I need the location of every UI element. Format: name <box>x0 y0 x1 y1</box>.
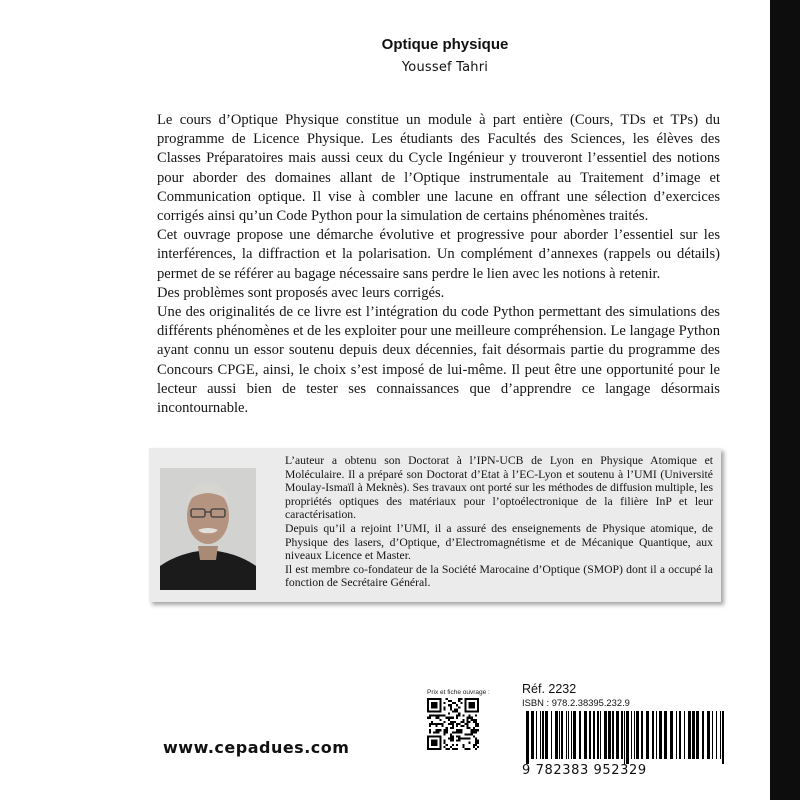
reference-number: Réf. 2232 <box>522 682 577 696</box>
author-bio-box <box>149 448 721 602</box>
publisher-website[interactable]: www.cepadues.com <box>163 738 350 757</box>
summary-paragraph: Une des originalités de ce livre est l’intégration du code Python permettant des simulations des différents phénomènes et de les exploiter pour une meilleure compréhension. Le langage Python ayant connu un essor soutenu depuis deux décennies, fait désormais partie du programme des Concours CPGE, ainsi, le choix s’est imposé de lui-même. Il peut être une opportunité pour le lecteur aussi bien de tester ses connaissances que d’apprendre ce langage désormais incontournable. <box>157 304 720 417</box>
book-spine-edge <box>770 0 800 800</box>
bio-paragraph: Il est membre co-fondateur de la Société Marocaine d’Optique (SMOP) dont il a occupé la fonction de Secrétaire Général. <box>285 562 713 590</box>
qr-code[interactable] <box>427 698 479 750</box>
summary-paragraph: Le cours d’Optique Physique constitue un module à part entière (Cours, TDs et TPs) du programme de Licence Physique. Les étudiants des Facultés des Sciences, les élèves des Classes Préparatoires mais aussi ceux du Cycle Ingénieur y trouveront l’essentiel des notions pour aborder des domaines allant de l’Optique instrumentale au Traitement d’image et Communication optique. Il vise à combler une lacune en offrant une sélection d’exercices corrigés ainsi qu’un Code Python pour la simulation de certains phénomènes traités. <box>157 112 720 225</box>
bio-paragraph: L’auteur a obtenu son Doctorat à l’IPN-UCB de Lyon en Physique Atomique et Moléculaire. Il a préparé son Doctorat d’Etat à l’EC-Lyon et soutenu à l’UMI (Université Moulay-Ismaïl à Meknès). Ses travaux ont porté sur les méthodes de diffusion multiple, les propriétés optiques des matériaux pour l’optoélectronique de la filière InP et leur caractérisation. <box>285 454 713 522</box>
isbn: ISBN : 978.2.38395.232.9 <box>522 697 630 708</box>
book-summary <box>157 111 720 418</box>
barcode-digits: 9 782383 952329 <box>522 763 647 778</box>
bio-paragraph: Depuis qu’il a rejoint l’UMI, il a assuré des enseignements de Physique atomique, de Physique des lasers, d’Optique, d’Electromagnétisme et de Mécanique Quantique, aux niveaux Licence et Master. <box>285 521 713 563</box>
book-back-cover <box>120 0 770 800</box>
book-author: Youssef Tahri <box>401 60 489 75</box>
summary-paragraph: Des problèmes sont proposés avec leurs corrigés. <box>157 284 445 301</box>
book-title: Optique physique <box>381 36 509 53</box>
author-photo <box>160 468 256 590</box>
summary-paragraph: Cet ouvrage propose une démarche évolutive et progressive pour aborder l’essentiel sur les interférences, la diffraction et la polarisation. Un complément d’annexes (rappels ou détails) permet de se référer au bagage nécessaire sans perdre le lien avec les notions à retenir. <box>157 227 720 282</box>
author-bio <box>285 454 713 590</box>
barcode <box>522 711 730 764</box>
qr-label: Prix et fiche ouvrage : <box>427 689 490 696</box>
